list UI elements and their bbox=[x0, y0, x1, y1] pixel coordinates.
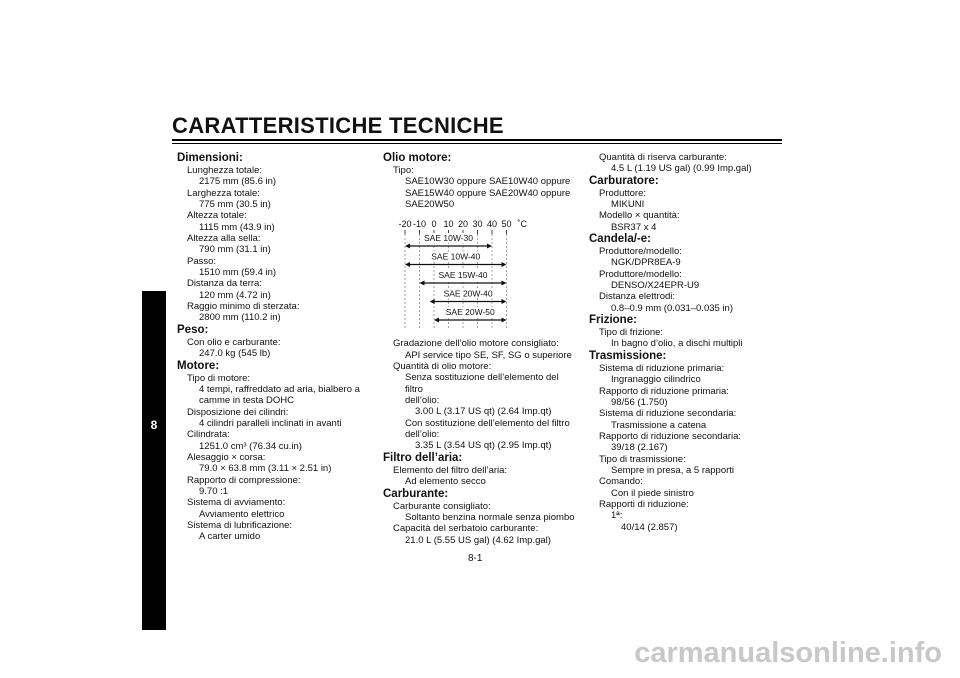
spec-line: Capacità del serbatoio carburante: bbox=[393, 523, 539, 535]
range-arrow-left bbox=[434, 318, 439, 323]
spec-line: Ingranaggio cilindrico bbox=[611, 374, 701, 386]
page-title: CARATTERISTICHE TECNICHE bbox=[172, 113, 504, 138]
spec-line: Ad elemento secco bbox=[405, 476, 486, 488]
spec-line: Disposizione dei cilindri: bbox=[187, 406, 289, 418]
spec-line: 21.0 L (5.55 US gal) (4.62 Imp.gal) bbox=[405, 534, 551, 546]
series-label: SAE 10W-30 bbox=[424, 233, 473, 244]
x-tick-label: -10 bbox=[412, 219, 427, 230]
spec-line: Trasmissione a catena bbox=[611, 419, 707, 431]
section-heading: Candela/-e: bbox=[589, 233, 651, 246]
section-heading: Peso: bbox=[177, 323, 209, 336]
spec-line: Distanza elettrodi: bbox=[599, 291, 676, 303]
spec-line: Passo: bbox=[187, 255, 217, 267]
x-tick-label: 40 bbox=[486, 219, 498, 230]
spec-line: 4 cilindri paralleli inclinati in avanti bbox=[199, 417, 342, 429]
spec-column-2 bbox=[383, 152, 578, 546]
spec-line: BSR37 x 4 bbox=[611, 221, 657, 233]
spec-column-3 bbox=[589, 152, 779, 533]
title-rule-thin bbox=[172, 143, 782, 144]
x-tick-label: 20 bbox=[457, 219, 469, 230]
spec-line: Con olio e carburante: bbox=[187, 336, 281, 348]
spec-line: Carburante consigliato: bbox=[393, 500, 491, 512]
spec-line: 4 tempi, raffreddato ad aria, bialbero a bbox=[199, 383, 360, 395]
range-arrow-right bbox=[502, 299, 507, 304]
spec-line: 40/14 (2.857) bbox=[621, 521, 678, 533]
x-unit-label: ˚C bbox=[517, 219, 527, 230]
range-arrow-left bbox=[405, 244, 410, 249]
spec-line: Con sostituzione dell’elemento del filtro bbox=[405, 417, 570, 429]
spec-line: In bagno d’olio, a dischi multipli bbox=[611, 338, 743, 350]
spec-line: Quantità di olio motore: bbox=[393, 361, 492, 373]
spec-line: Quantità di riserva carburante: bbox=[599, 152, 727, 163]
spec-line: 790 mm (31.1 in) bbox=[199, 244, 271, 256]
spec-line: Sistema di lubrificazione: bbox=[187, 519, 293, 531]
spec-line: Soltanto benzina normale senza piombo bbox=[405, 511, 575, 523]
spec-line: Avviamento elettrico bbox=[199, 508, 285, 520]
spec-line: Larghezza totale: bbox=[187, 187, 260, 199]
range-arrow-right bbox=[502, 281, 507, 286]
x-tick-label: 30 bbox=[472, 219, 483, 230]
spec-line: Cilindrata: bbox=[187, 429, 230, 441]
watermark: carmanualsonline.info bbox=[634, 637, 942, 669]
section-heading: Motore: bbox=[177, 359, 220, 372]
spec-line: NGK/DPR8EA-9 bbox=[611, 257, 681, 269]
section-heading: Trasmissione: bbox=[589, 349, 667, 362]
spec-line: Senza sostituzione dell’elemento del filtro bbox=[405, 372, 559, 395]
spec-line: SAE20W50 bbox=[405, 199, 455, 211]
x-tick-label: -20 bbox=[398, 219, 412, 230]
section-heading: Filtro dell’aria: bbox=[383, 451, 463, 464]
spec-line: Gradazione dell’olio motore consigliato: bbox=[393, 338, 559, 350]
spec-line: 2800 mm (110.2 in) bbox=[199, 312, 281, 324]
chapter-tab bbox=[142, 291, 166, 630]
spec-line: Elemento del filtro dell’aria: bbox=[393, 464, 508, 476]
spec-line: Rapporto di riduzione secondaria: bbox=[599, 430, 742, 442]
x-tick-label: 10 bbox=[443, 219, 454, 230]
chapter-tab-number: 8 bbox=[150, 418, 158, 432]
spec-line: 39/18 (2.167) bbox=[611, 442, 668, 454]
range-arrow-right bbox=[502, 262, 507, 267]
spec-line: Produttore: bbox=[599, 187, 646, 199]
spec-line: 2175 mm (85.6 in) bbox=[199, 176, 277, 188]
spec-line: DENSO/X24EPR-U9 bbox=[611, 280, 700, 292]
spec-line: Altezza totale: bbox=[187, 210, 247, 222]
section-heading: Carburante: bbox=[383, 487, 449, 500]
x-tick-label: 0 bbox=[431, 219, 437, 230]
spec-line: 79.0 × 63.8 mm (3.11 × 2.51 in) bbox=[199, 463, 332, 475]
page-number: 8-1 bbox=[468, 553, 483, 564]
spec-line: 98/56 (1.750) bbox=[611, 396, 668, 408]
spec-line: camme in testa DOHC bbox=[199, 395, 295, 407]
spec-line: Produttore/modello: bbox=[599, 268, 682, 280]
spec-line: Tipo di motore: bbox=[187, 372, 251, 384]
spec-line: 3.00 L (3.17 US qt) (2.64 Imp.qt) bbox=[415, 406, 552, 418]
spec-line: 1115 mm (43.9 in) bbox=[199, 221, 275, 233]
spec-line: Tipo: bbox=[393, 165, 414, 176]
spec-line: Comando: bbox=[599, 476, 643, 488]
section-heading: Dimensioni: bbox=[177, 152, 243, 164]
range-arrow-right bbox=[487, 244, 492, 249]
spec-line: 1510 mm (59.4 in) bbox=[199, 267, 277, 279]
title-rule bbox=[172, 139, 782, 141]
range-arrow-left bbox=[405, 262, 410, 267]
section-heading: Frizione: bbox=[589, 314, 637, 327]
spec-line: Sistema di riduzione secondaria: bbox=[599, 408, 737, 420]
range-arrow-left bbox=[430, 299, 435, 304]
engine-oil-section bbox=[383, 152, 578, 210]
spec-line: dell’olio: bbox=[405, 395, 440, 407]
spec-line: 9.70 :1 bbox=[199, 485, 229, 497]
spec-line: Alesaggio × corsa: bbox=[187, 451, 266, 463]
range-arrow-right bbox=[502, 318, 507, 323]
spec-column-1 bbox=[177, 152, 362, 543]
spec-line: API service tipo SE, SF, SG o superiore bbox=[405, 349, 572, 361]
spec-line: Sistema di riduzione primaria: bbox=[599, 362, 725, 374]
spec-line: SAE15W40 oppure SAE20W40 oppure bbox=[405, 187, 571, 199]
series-label: SAE 20W-50 bbox=[445, 307, 495, 318]
spec-line: Altezza alla sella: bbox=[187, 233, 261, 245]
spec-line: Sempre in presa, a 5 rapporti bbox=[611, 464, 735, 476]
oil-viscosity-chart-svg bbox=[383, 214, 573, 332]
spec-line: Rapporto di riduzione primaria: bbox=[599, 385, 729, 397]
spec-line: MIKUNI bbox=[611, 199, 645, 211]
series-label: SAE 15W-40 bbox=[438, 270, 488, 281]
oil-viscosity-chart bbox=[383, 214, 573, 332]
spec-line: Con il piede sinistro bbox=[611, 487, 694, 499]
spec-line: Raggio minimo di sterzata: bbox=[187, 301, 300, 313]
spec-line: A carter umido bbox=[199, 531, 261, 543]
spec-line: 1ª: bbox=[611, 510, 623, 522]
spec-line: SAE10W30 oppure SAE10W40 oppure bbox=[405, 176, 571, 188]
spec-line: Rapporti di riduzione: bbox=[599, 498, 689, 510]
section-heading: Carburatore: bbox=[589, 174, 659, 187]
series-label: SAE 10W-40 bbox=[431, 251, 481, 262]
section-heading: Olio motore: bbox=[383, 152, 452, 164]
spec-line: dell’olio: bbox=[405, 429, 440, 441]
spec-line: 775 mm (30.5 in) bbox=[199, 199, 271, 211]
engine-oil-details bbox=[383, 338, 578, 546]
spec-line: Rapporto di compressione: bbox=[187, 474, 301, 486]
spec-line: Tipo di trasmissione: bbox=[599, 453, 686, 465]
spec-line: Tipo di frizione: bbox=[599, 327, 664, 339]
spec-line: 120 mm (4.72 in) bbox=[199, 289, 271, 301]
spec-line: Modello × quantità: bbox=[599, 210, 680, 222]
spec-line: Sistema di avviamento: bbox=[187, 497, 286, 509]
spec-line: Lunghezza totale: bbox=[187, 165, 263, 176]
range-arrow-left bbox=[420, 281, 425, 286]
spec-line: 4.5 L (1.19 US gal) (0.99 Imp.gal) bbox=[611, 163, 752, 175]
spec-line: Distanza da terra: bbox=[187, 278, 262, 290]
spec-line: 3.35 L (3.54 US qt) (2.95 Imp.qt) bbox=[415, 440, 552, 452]
spec-line: 0.8–0.9 mm (0.031–0.035 in) bbox=[611, 302, 733, 314]
spec-line: 1251.0 cm³ (76.34 cu.in) bbox=[199, 440, 302, 452]
spec-line: Produttore/modello: bbox=[599, 246, 682, 258]
series-label: SAE 20W-40 bbox=[443, 288, 493, 299]
spec-line: 247.0 kg (545 lb) bbox=[199, 348, 271, 360]
x-tick-label: 50 bbox=[501, 219, 512, 230]
